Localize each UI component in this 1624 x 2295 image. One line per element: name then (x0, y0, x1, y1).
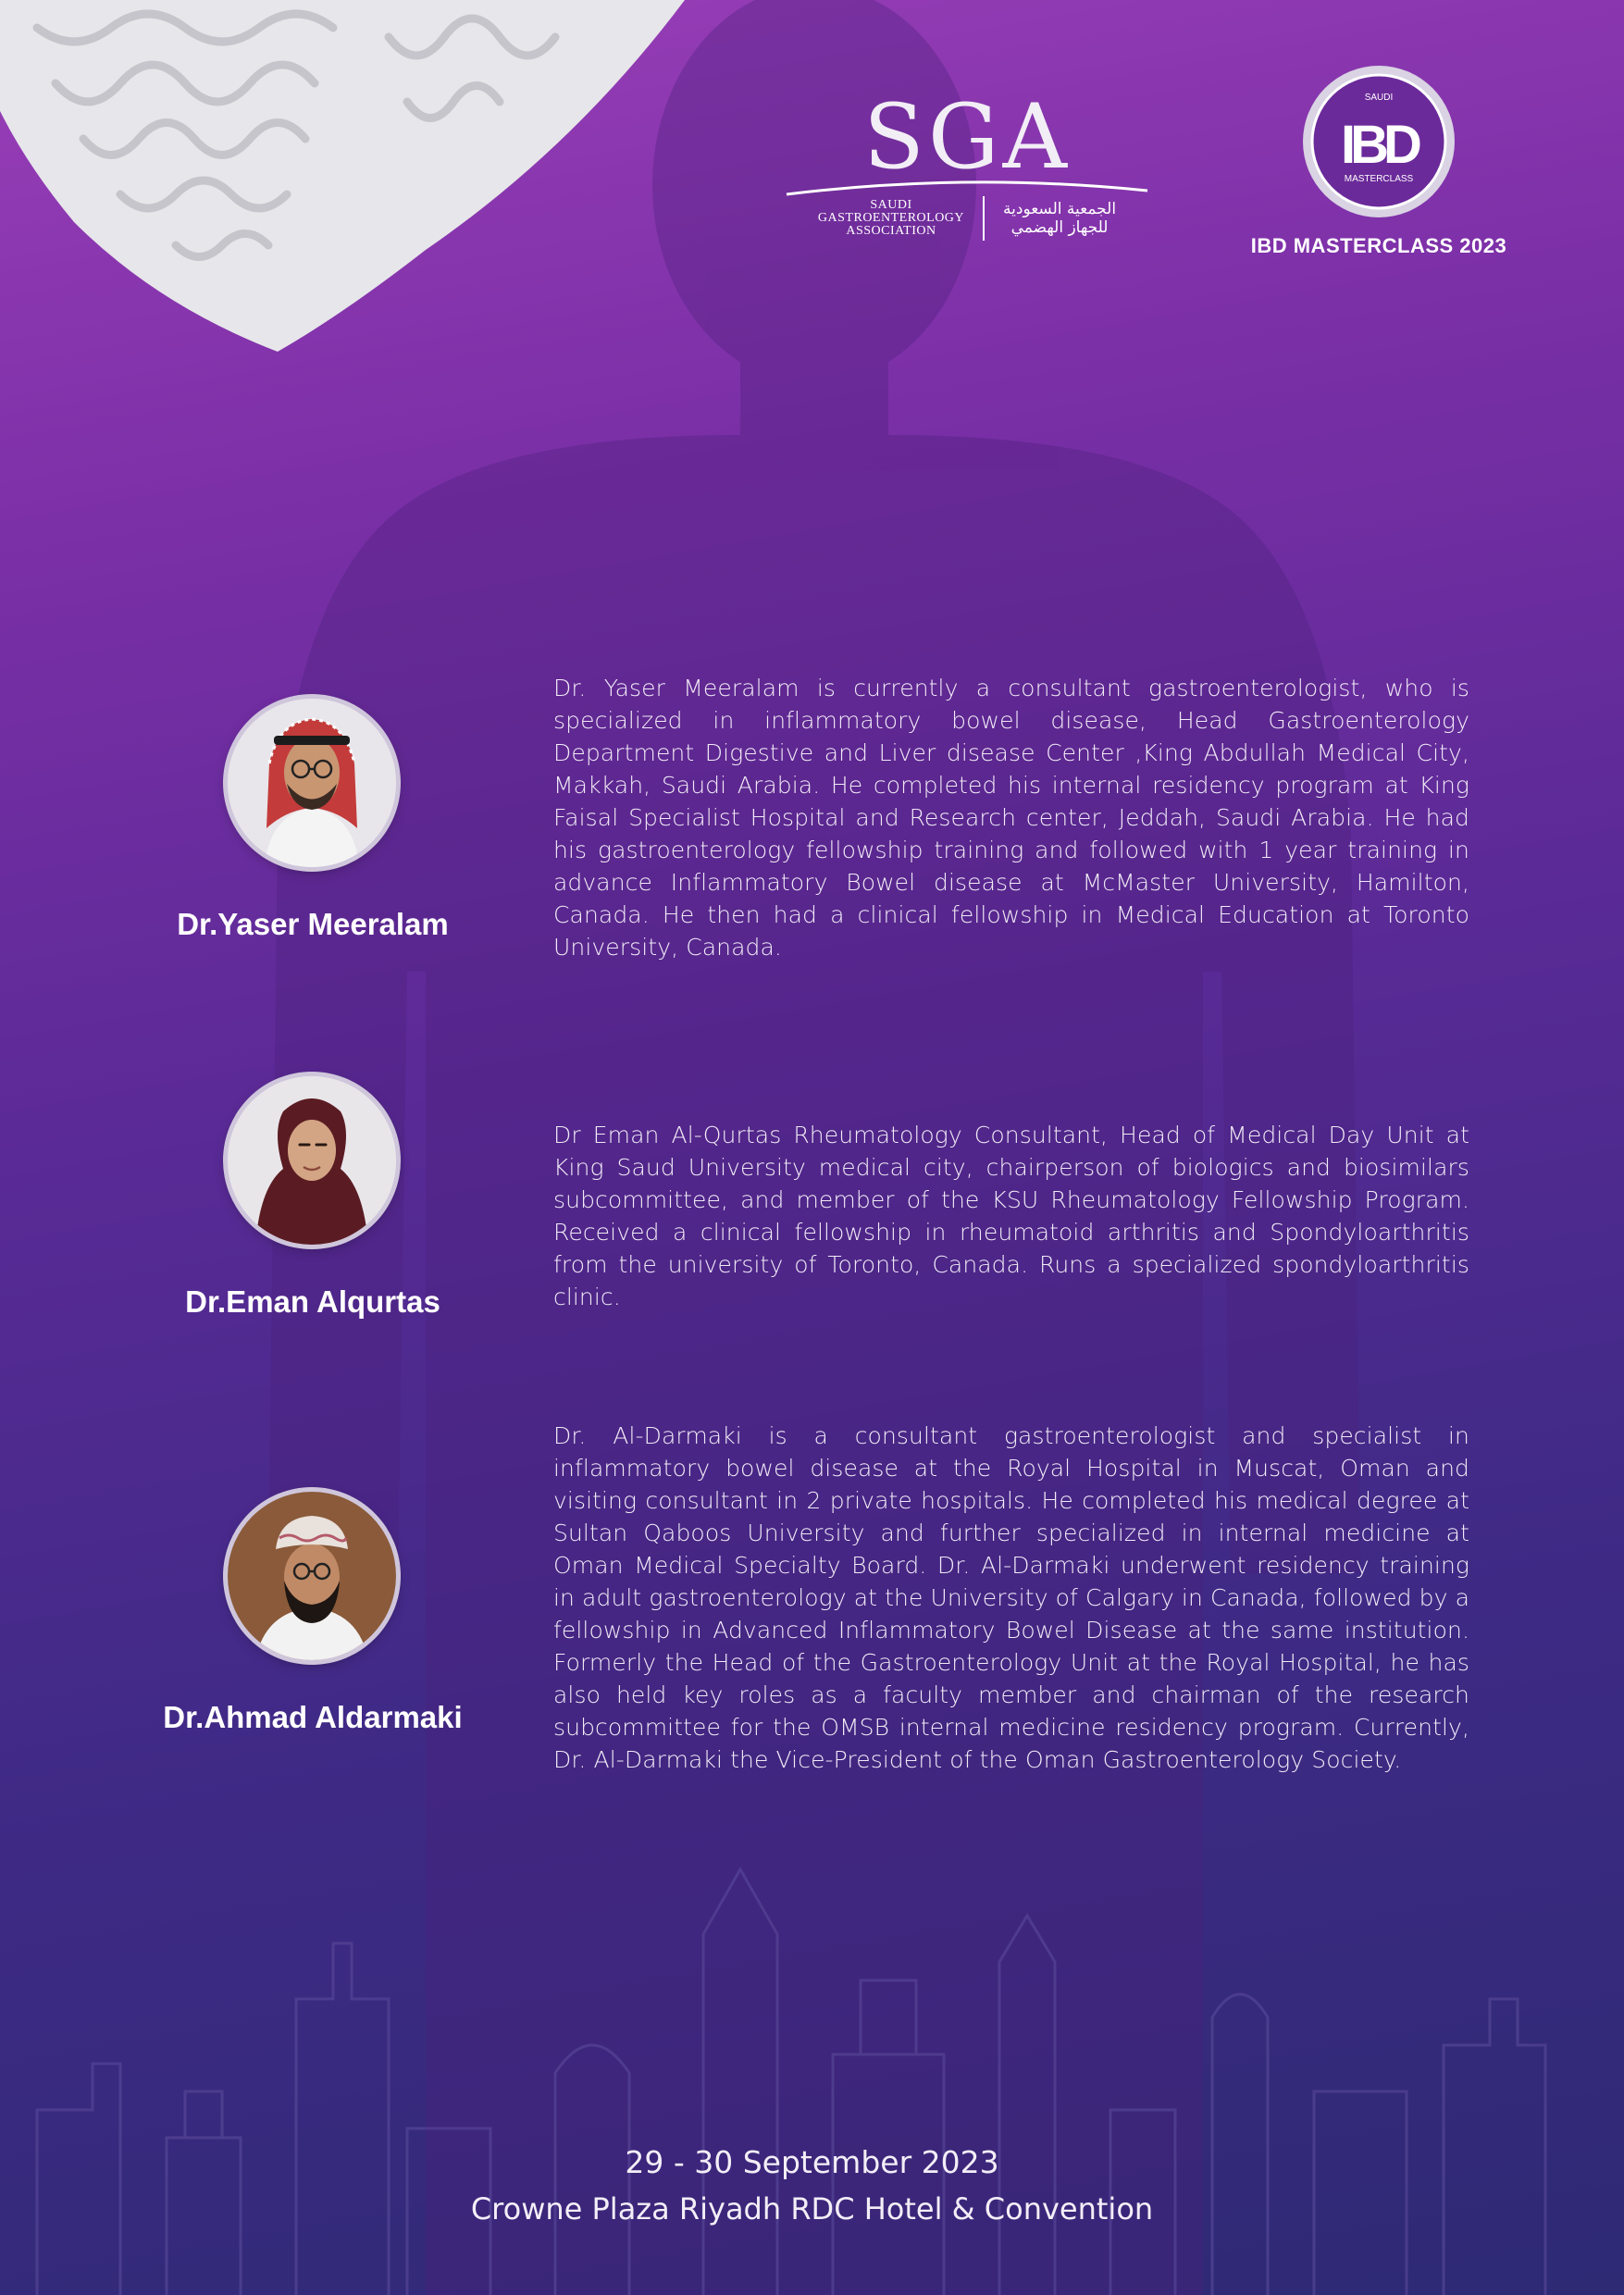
sga-logo-swoosh (782, 178, 1152, 196)
sga-english-line: GASTROENTEROLOGY (817, 211, 965, 225)
man-red-keffiyeh-avatar-icon (228, 699, 396, 867)
speaker-bio: Dr. Al-Darmaki is a consultant gastroenterologist and specialist in inflammatory bowel disease at the Royal Hospital in Muscat, Oman and visiting consultant in 2 private hospitals. He completed his medical degree at Sultan Qaboos University and further specialized in internal medicine at Oman Medical Specialty Board. Dr. Al-Darmaki underwent residency training in adult gastroenterology at the University of Calgary in Canada, followed by a fellowship in Advanced Inflammatory Bowel Disease at the same institution. Formerly the Head of the Gastroenterology Unit at the Royal Hospital, he has also held key roles as a faculty member and chairman of the research subcommittee for the OMSB internal medicine residency program. Currently, Dr. Al-Darmaki the Vice-President of the Oman Gastroenterology Society. (553, 1422, 1469, 1773)
speaker-name: Dr.Eman Alqurtas (185, 1284, 440, 1319)
sga-arabic-line: للجهاز الهضمي (1010, 218, 1109, 237)
speaker-name: Dr.Yaser Meeralam (177, 907, 449, 941)
man-omani-turban-avatar-icon (228, 1492, 396, 1660)
svg-text:SAUDI: SAUDI (1364, 93, 1394, 103)
speaker-bio: Dr. Yaser Meeralam is currently a consultant gastroenterologist, who is specialized in inflammatory bowel disease, Head Gastroenterology Department Digestive and Liver disease Center ,King Abdullah Medical City, Makkah, Saudi Arabia. He completed his internal residency program at King Faisal Specialist Hospital and Research center, Jeddah, Saudi Arabia. He had his gastroenterology fellowship training and followed with 1 year training in advance Inflammatory Bowel disease at McMaster University, Hamilton, Canada. He then had a clinical fellowship in Medical Education at Toronto University, Canada. (553, 675, 1469, 961)
speaker-name: Dr.Ahmad Aldarmaki (163, 1700, 463, 1734)
event-date: 29 - 30 September 2023 (625, 2144, 999, 2180)
ibd-masterclass-title: IBD MASTERCLASS 2023 (1250, 234, 1507, 257)
sga-english-name (818, 199, 964, 238)
intestine-illustration (0, 0, 703, 352)
sga-logo-mark: SGA (863, 85, 1071, 189)
speaker-photo-ahmad (228, 1492, 396, 1660)
speaker-photo-yaser (228, 699, 396, 867)
speaker-photo-eman (228, 1076, 396, 1245)
speaker-bio: Dr Eman Al-Qurtas Rheumatology Consultant, Head of Medical Day Unit at King Saud University medical city, chairperson of biologics and biosimilars subcommittee, and member of the KSU Rheumatology Fellowship Program. Received a clinical fellowship in rheumatoid arthritis and Spondyloarthritis from the university of Toronto, Canada. Runs a specialized spondyloarthritis clinic. (553, 1122, 1469, 1310)
event-venue: Crowne Plaza Riyadh RDC Hotel & Convention (470, 2191, 1154, 2227)
woman-hijab-avatar-icon (228, 1076, 396, 1245)
sga-english-line: SAUDI (870, 198, 912, 212)
sga-english-line: ASSOCIATION (846, 224, 936, 238)
sga-logo-subtitle (782, 196, 1152, 241)
sga-arabic-line: الجمعية السعودية (1003, 200, 1117, 218)
sga-arabic-name (1003, 200, 1116, 237)
sga-logo (782, 85, 1152, 250)
svg-text:IBD: IBD (1341, 115, 1417, 175)
svg-text:MASTERCLASS: MASTERCLASS (1344, 174, 1414, 184)
sga-divider (983, 196, 985, 241)
ibd-masterclass-badge (1300, 63, 1457, 220)
